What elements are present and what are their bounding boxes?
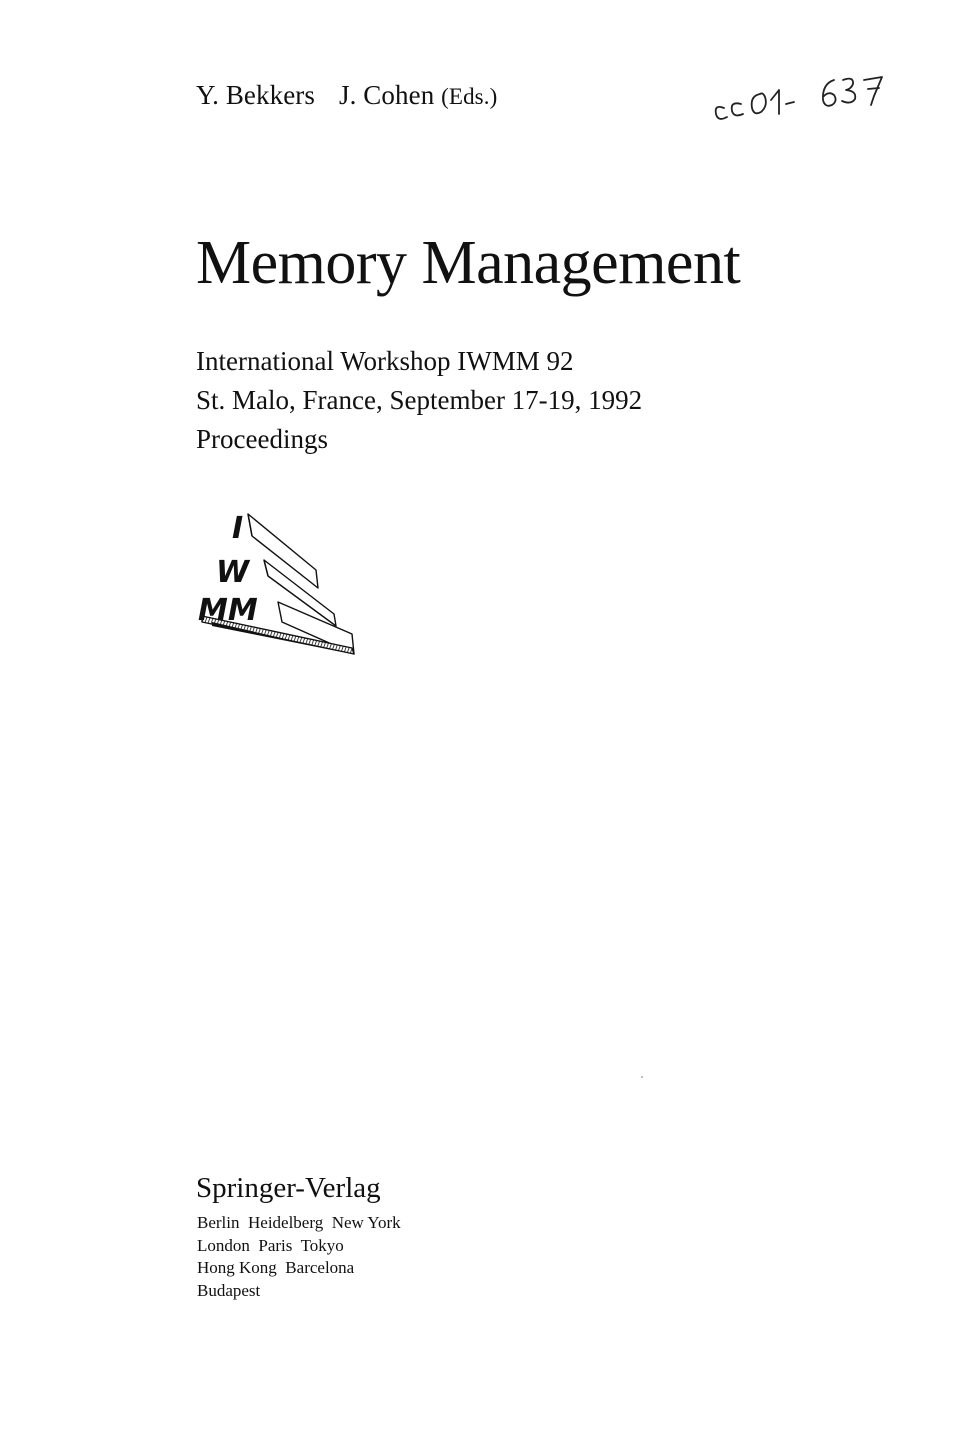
subtitle-line-proceedings: Proceedings — [196, 424, 328, 454]
editors-role: (Eds.) — [441, 84, 498, 109]
logo-letters-mm: MM — [198, 593, 258, 628]
city-line-4: Budapest — [197, 1280, 261, 1300]
logo-letter-i: I — [232, 511, 244, 546]
scan-speck — [641, 1076, 643, 1078]
publisher-cities — [197, 1212, 401, 1302]
city-line-1: Berlin Heidelberg New York — [197, 1213, 401, 1232]
subtitle-block — [196, 342, 642, 459]
iwmm-logo-icon — [192, 508, 362, 658]
city-line-2: London Paris Tokyo — [197, 1235, 344, 1255]
subtitle-line-workshop: International Workshop IWMM 92 — [196, 346, 574, 376]
editor-name-2: J. Cohen — [339, 80, 435, 110]
book-title: Memory Management — [196, 229, 741, 297]
publisher-name: Springer-Verlag — [196, 1172, 381, 1204]
editors-line — [196, 80, 497, 111]
city-line-3: Hong Kong Barcelona — [197, 1258, 355, 1277]
subtitle-line-location-date: St. Malo, France, September 17-19, 1992 — [196, 385, 643, 415]
logo-letter-w: W — [216, 555, 250, 590]
editor-name-1: Y. Bekkers — [196, 80, 315, 110]
handwritten-note — [708, 70, 898, 130]
